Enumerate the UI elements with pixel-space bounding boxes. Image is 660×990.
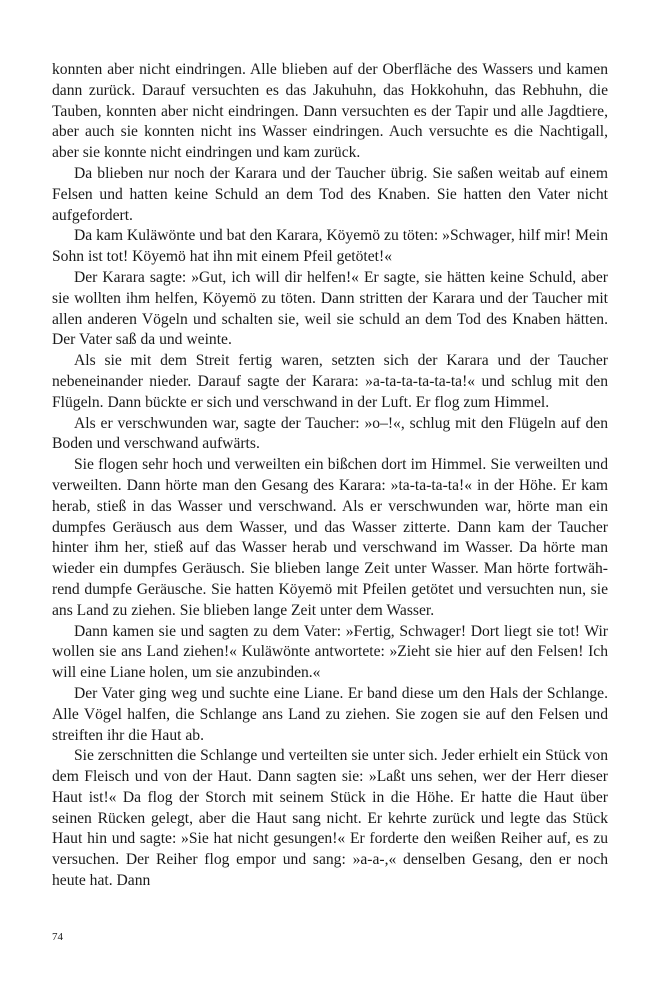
paragraph: Da kam Kuläwönte und bat den Karara, Köyemö zu töten: »Schwager, hilf mir! Mein Sohn ist tot! Köyemö hat ihn mit einem Pfeil getötet!« (52, 227, 608, 266)
page-number: 74 (52, 931, 63, 943)
paragraph: Sie zerschnitten die Schlange und verteilten sie unter sich. Jeder erhielt ein Stück von dem Fleisch und von der Haut. Dann sagten sie: »Laßt uns sehen, wer der Herr dieser Haut ist!« Da flog der Storch mit seinem Stück in die Höhe. Er hatte die Haut über seinen Rücken gelegt, aber die Haut sang nicht. Er kehrte zurück und legte das Stück Haut hin und sagte: »Sie hat nicht gesungen!« Er forderte den weißen Reiher auf, es zu versuchen. Der Reiher flog empor und sang: »a-a-,« denselben Gesang, den er noch heute hat. Dann (52, 747, 608, 890)
paragraph: Da blieben nur noch der Karara und der Taucher übrig. Sie saßen weitab auf einem Felsen und hatten keine Schuld an dem Tod des Knaben. Sie hatten den Vater nicht aufgefordert. (52, 164, 608, 224)
paragraph: Dann kamen sie und sagten zu dem Vater: »Fertig, Schwager! Dort liegt sie tot! Wir wollen sie ans Land ziehen!« Kuläwönte antwortete: »Zieht sie hier auf den Felsen! Ich will eine Liane holen, um sie anzubinden.« (52, 622, 608, 682)
paragraph: Sie flogen sehr hoch und verweilten ein bißchen dort im Himmel. Sie verweilten und verweilten. Dann hörte man den Gesang des Karara: »ta-ta-ta-ta!« in der Höhe. Er kam herab, stieß in das Wasser und verschwand. Als er verschwunden war, hörte man ein dumpfes Geräusch aus dem Wasser, und das Wasser zitterte. Dann kam der Taucher hinter ihm her, stieß auf das Wasser herab und verschwand im Wasser. Da hörte man wieder ein dumpfes Geräusch. Sie blieben lange Zeit unter Wasser. Man hörte fortwährend dumpfe Geräusche. Sie hatten Köyemö mit Pfeilen getötet und versuchten nun, sie ans Land zu ziehen. Sie blieben lange Zeit unter dem Wasser. (52, 456, 608, 619)
paragraph: Der Vater ging weg und suchte eine Liane. Er band diese um den Hals der Schlange. Alle Vögel halfen, die Schlange ans Land zu ziehen. Sie zogen sie auf den Felsen und streiften ihr die Haut ab. (52, 684, 608, 744)
paragraph: Als sie mit dem Streit fertig waren, setzten sich der Karara und der Taucher nebeneinander nieder. Darauf sagte der Karara: »a-ta-ta-ta-ta-ta!« und schlug mit den Flügeln. Dann bückte er sich und verschwand in der Luft. Er flog zum Himmel. (52, 352, 608, 411)
paragraph: Der Karara sagte: »Gut, ich will dir helfen!« Er sagte, sie hätten keine Schuld, aber sie wollten ihm helfen, Köyemö zu töten. Dann stritten der Karara und der Taucher mit allen anderen Vögeln und schalten sie, weil sie schuld an dem Tod des Knaben hätten. Der Vater saß da und weinte. (52, 268, 608, 349)
paragraph: konnten aber nicht eindringen. Alle blieben auf der Oberfläche des Wassers und kamen dann zurück. Darauf versuchten es das Jakuhuhn, das Hokkohuhn, das Rebhuhn, die Tauben, konnten aber nicht eindringen. Dann versuchten es der Tapir und alle Jagdtiere, aber auch sie konnten nicht ins Wasser eindringen. Auch versuchte es die Nachtigall, aber sie konnte nicht eindringen und kam zurück. (52, 61, 608, 162)
paragraph: Als er verschwunden war, sagte der Taucher: »o–!«, schlug mit den Flügeln auf den Boden und verschwand aufwärts. (52, 414, 608, 453)
page-body (52, 60, 608, 892)
